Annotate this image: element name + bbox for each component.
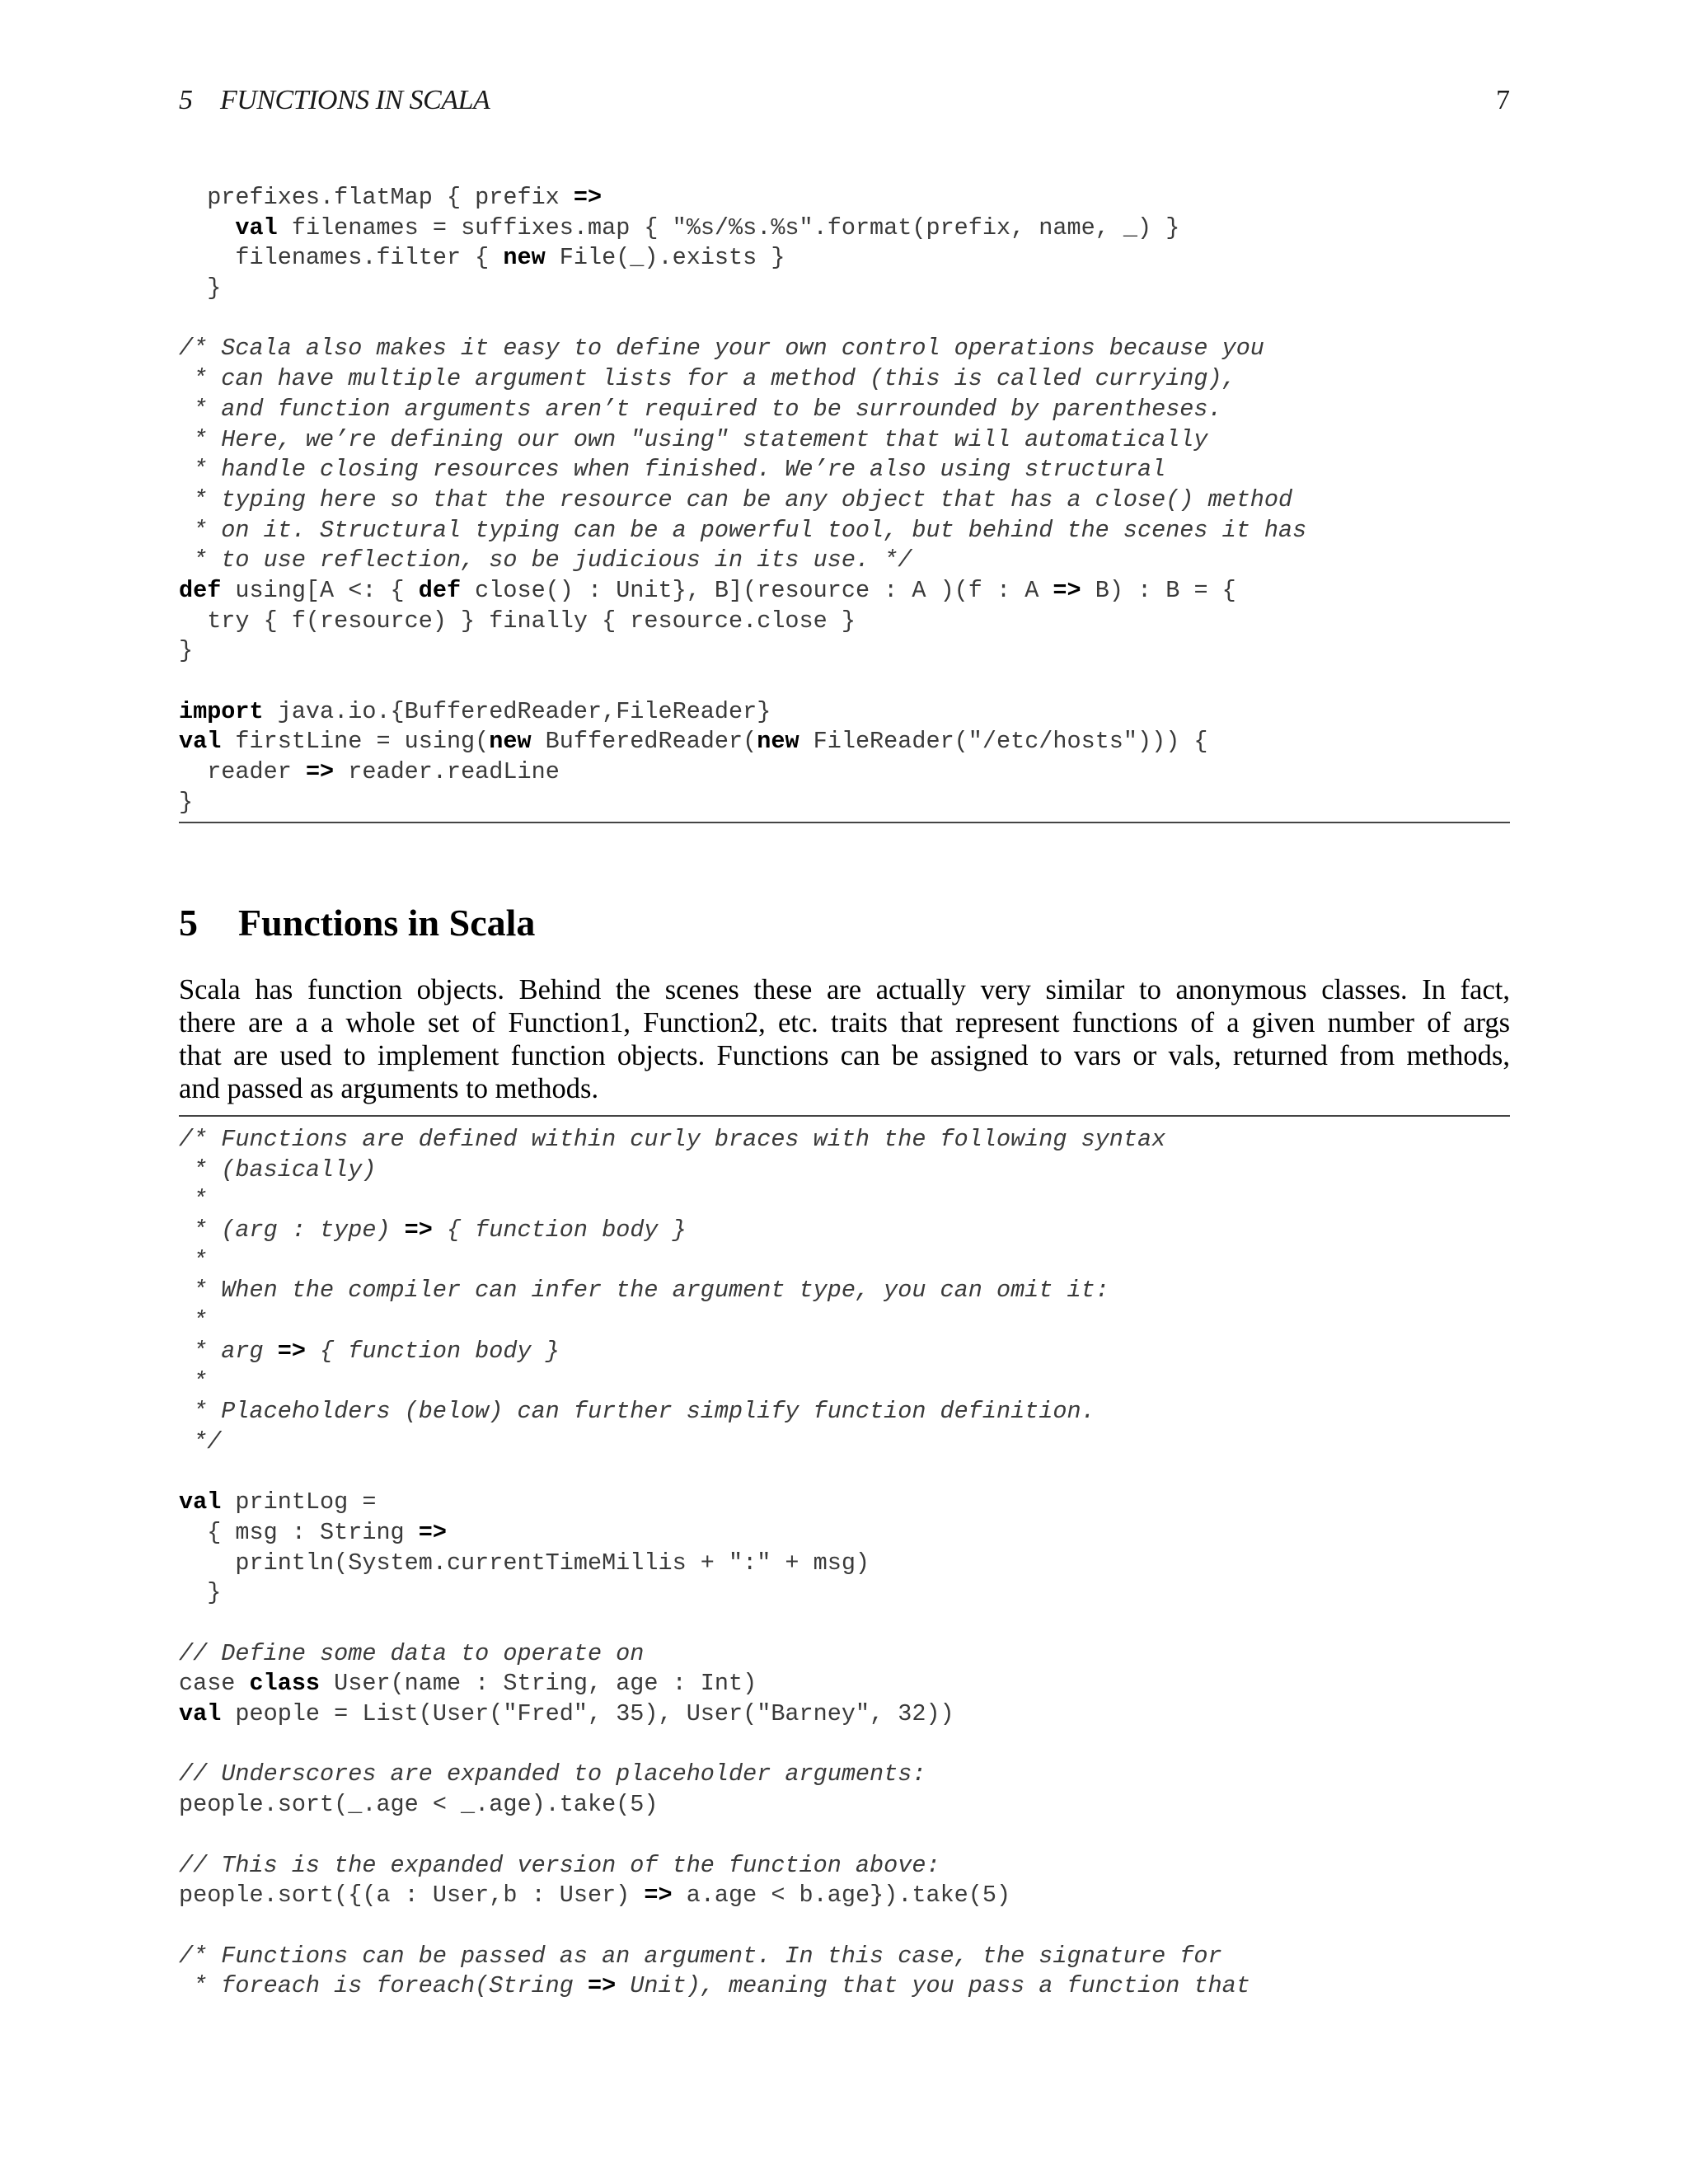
- code-text: try { f(resource) } finally { resource.close }: [179, 607, 856, 635]
- code-line: [179, 576, 1306, 607]
- code-text: }: [179, 637, 194, 665]
- code-keyword: val: [179, 1700, 222, 1728]
- code-line: [179, 455, 1306, 485]
- code-comment: // This is the expanded version of the function above:: [179, 1851, 940, 1879]
- code-text: printLog =: [221, 1488, 377, 1516]
- code-comment: *: [179, 1367, 208, 1395]
- code-line: [179, 425, 1306, 456]
- code-line: [179, 1790, 1250, 1821]
- code-text: println(System.currentTimeMillis + ":" + msg): [179, 1549, 870, 1577]
- code-comment: * Placeholders (below) can further simplify function definition.: [179, 1398, 1095, 1426]
- code-line: [179, 274, 1306, 304]
- code-text: prefixes.flatMap { prefix: [179, 184, 574, 211]
- code-comment: * on it. Structural typing can be a powerful tool, but behind the scenes it has: [179, 516, 1307, 544]
- code-line: [179, 1821, 1250, 1851]
- code-line: [179, 1488, 1250, 1518]
- code-comment: *: [179, 1186, 208, 1214]
- code-comment: /* Functions are defined within curly braces with the following syntax: [179, 1126, 1166, 1153]
- code-comment: * When the compiler can infer the argument type, you can omit it:: [179, 1277, 1109, 1305]
- code-text: close() : Unit}, B](resource : A )(f : A: [461, 576, 1053, 604]
- code-line: [179, 304, 1306, 335]
- code-text: people = List(User("Fred", 35), User("Barney", 32)): [221, 1700, 954, 1728]
- code-comment: * arg: [179, 1337, 278, 1365]
- code-text: filenames = suffixes.map { "%s/%s.%s".format(prefix, name, _) }: [277, 213, 1180, 241]
- code-text: BufferedReader(: [531, 728, 757, 756]
- code-keyword: =>: [277, 1337, 306, 1365]
- code-comment: * (arg : type): [179, 1216, 405, 1244]
- header-section-title: FUNCTIONS IN SCALA: [220, 85, 490, 115]
- code-text: User(name : String, age : Int): [320, 1670, 757, 1698]
- code-keyword: =>: [404, 1216, 433, 1244]
- code-line: [179, 788, 1306, 818]
- code-text: people.sort(_.age < _.age).take(5): [179, 1791, 659, 1819]
- code-line: [179, 1276, 1250, 1306]
- code-line: [179, 1155, 1250, 1186]
- code-line: [179, 1881, 1250, 1911]
- code-comment: * Here, we’re defining our own "using" statement that will automatically: [179, 425, 1208, 453]
- code-line: [179, 213, 1306, 244]
- code-line: [179, 636, 1306, 667]
- code-comment: Unit), meaning that you pass a function that: [616, 1972, 1250, 2000]
- code-line: [179, 1246, 1250, 1277]
- code-text: case: [179, 1670, 250, 1698]
- code-line: [179, 1397, 1250, 1427]
- code-comment: *: [179, 1246, 208, 1274]
- code-line: [179, 1216, 1250, 1246]
- section-title: Functions in Scala: [238, 902, 536, 944]
- code-text: [179, 214, 235, 241]
- code-comment: // Underscores are expanded to placeholder arguments:: [179, 1760, 926, 1788]
- code-keyword: new: [489, 728, 532, 756]
- code-line: [179, 1458, 1250, 1488]
- code-keyword: import: [179, 697, 264, 725]
- code-comment: /* Functions can be passed as an argument. In this case, the signature for: [179, 1942, 1222, 1970]
- code-line: [179, 1549, 1250, 1579]
- code-listing-top: [179, 183, 1306, 818]
- paragraph-line: Scala has function objects. Behind the scenes these are actually very similar to anonymous classes. In fact,: [179, 974, 1510, 1005]
- code-line: [179, 485, 1306, 516]
- code-keyword: class: [249, 1670, 321, 1698]
- code-comment: * and function arguments aren’t required to be surrounded by parentheses.: [179, 395, 1222, 423]
- code-line: [179, 1942, 1250, 1972]
- code-keyword: val: [235, 213, 278, 241]
- running-header: [179, 82, 1510, 119]
- code-line: [179, 395, 1306, 425]
- code-line: [179, 757, 1306, 788]
- code-text: java.io.{BufferedReader,FileReader}: [263, 697, 771, 725]
- code-listing-bottom-rule: [179, 822, 1510, 823]
- code-text: }: [179, 1579, 222, 1607]
- header-section-number: 5: [179, 85, 193, 115]
- code-text: File(_).exists }: [545, 244, 785, 272]
- paragraph-line: and passed as arguments to methods.: [179, 1073, 599, 1104]
- code-keyword: val: [179, 728, 222, 756]
- code-text: firstLine = using(: [221, 728, 490, 756]
- code-comment: * typing here so that the resource can be any object that has a close() method: [179, 485, 1293, 513]
- code-comment: * foreach is foreach(String: [179, 1972, 588, 2000]
- code-line: [179, 607, 1306, 637]
- code-keyword: =>: [644, 1882, 673, 1910]
- code-keyword: =>: [1053, 576, 1081, 604]
- code-comment: * to use reflection, so be judicious in its use. */: [179, 546, 912, 574]
- code-keyword: new: [757, 728, 799, 756]
- page-number: 7: [1496, 85, 1510, 115]
- code-line: [179, 1306, 1250, 1337]
- code-text: reader: [179, 758, 306, 786]
- code-line: [179, 1639, 1250, 1670]
- code-comment: /* Scala also makes it easy to define your own control operations because you: [179, 335, 1264, 363]
- code-keyword: =>: [587, 1972, 617, 2000]
- code-line: [179, 697, 1306, 728]
- code-text: people.sort({(a : User,b : User): [179, 1882, 645, 1910]
- code-text: reader.readLine: [334, 758, 560, 786]
- code-comment: { function body }: [305, 1337, 560, 1365]
- code-keyword: new: [503, 244, 546, 272]
- code-comment: { function body }: [432, 1216, 687, 1244]
- code-text: B) : B = {: [1081, 576, 1236, 604]
- code-line: [179, 334, 1306, 364]
- code-listing-bottom: [179, 1125, 1250, 2002]
- paragraph-line: that are used to implement function objects. Functions can be assigned to vars or vals, returned from methods,: [179, 1040, 1510, 1071]
- code-line: [179, 364, 1306, 395]
- code-keyword: =>: [305, 758, 335, 786]
- code-line: [179, 667, 1306, 697]
- code-line: [179, 243, 1306, 274]
- code-comment: // Define some data to operate on: [179, 1639, 645, 1667]
- code-keyword: def: [418, 576, 462, 604]
- code-line: [179, 1730, 1250, 1760]
- code-line: [179, 1427, 1250, 1458]
- code-line: [179, 1760, 1250, 1790]
- code-text: FileReader("/etc/hosts"))) {: [799, 728, 1208, 756]
- code-text: }: [179, 274, 222, 302]
- code-text: using[A <: {: [221, 576, 419, 604]
- section-number: 5: [179, 902, 198, 944]
- code-line: [179, 1669, 1250, 1699]
- code-line: [179, 183, 1306, 213]
- code-line: [179, 1185, 1250, 1216]
- code-line: [179, 727, 1306, 757]
- code-listing-top-rule: [179, 1115, 1510, 1117]
- code-line: [179, 1851, 1250, 1882]
- code-line: [179, 1578, 1250, 1609]
- code-keyword: def: [179, 576, 222, 604]
- code-comment: *: [179, 1307, 208, 1335]
- code-text: filenames.filter {: [179, 244, 504, 272]
- code-line: [179, 1699, 1250, 1730]
- code-comment: * handle closing resources when finished. We’re also using structural: [179, 456, 1166, 484]
- code-line: [179, 1125, 1250, 1155]
- code-keyword: =>: [418, 1518, 447, 1546]
- code-comment: * can have multiple argument lists for a method (this is called currying),: [179, 365, 1236, 393]
- code-line: [179, 1971, 1250, 2002]
- code-line: [179, 1367, 1250, 1398]
- code-line: [179, 1518, 1250, 1549]
- code-keyword: =>: [573, 184, 603, 211]
- code-text: }: [179, 788, 194, 816]
- code-comment: */: [179, 1427, 222, 1455]
- code-text: a.age < b.age}).take(5): [672, 1882, 1011, 1910]
- code-line: [179, 546, 1306, 576]
- body-paragraph: [179, 973, 1510, 1105]
- paragraph-line: there are a a whole set of Function1, Function2, etc. traits that represent functions of a given number of args: [179, 1007, 1510, 1038]
- code-line: [179, 516, 1306, 546]
- code-keyword: val: [179, 1488, 222, 1516]
- code-line: [179, 1337, 1250, 1367]
- code-line: [179, 1911, 1250, 1942]
- code-comment: * (basically): [179, 1155, 377, 1183]
- code-line: [179, 1609, 1250, 1639]
- code-text: { msg : String: [179, 1518, 419, 1546]
